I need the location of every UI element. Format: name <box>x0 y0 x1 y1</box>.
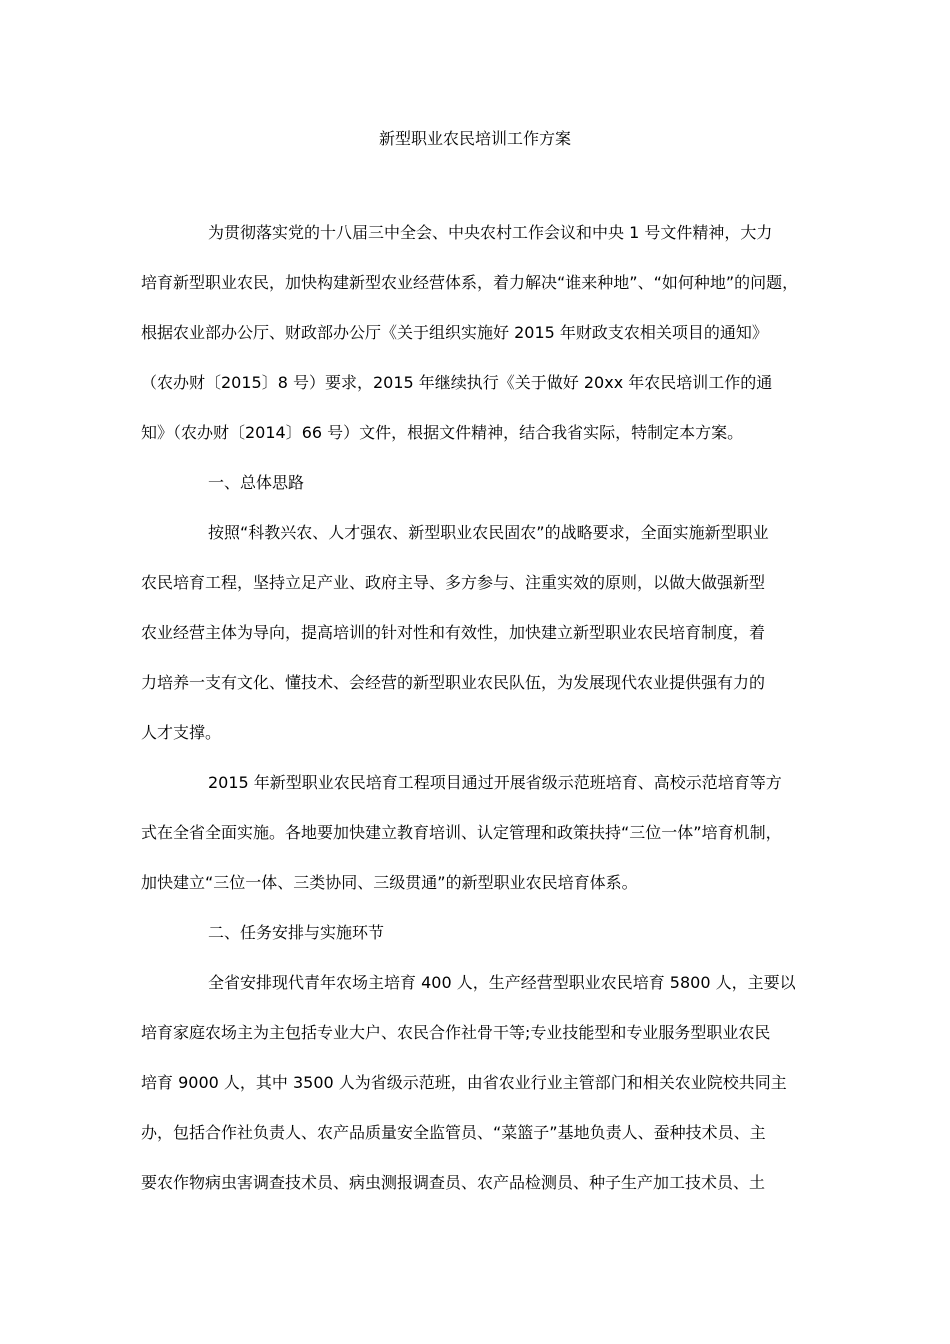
paragraph-2-line-2: 农民培育工程，坚持立足产业、政府主导、多方参与、注重实效的原则，以做大做强新型 <box>141 573 766 592</box>
paragraph-4-line-3: 培育 9000 人，其中 3500 人为省级示范班，由省农业行业主管部门和相关农业院校共同主 <box>141 1073 787 1092</box>
document-title: 新型职业农民培训工作方案 <box>378 129 571 148</box>
paragraph-1-line-5: 知》（农办财〔2014〕66 号）文件，根据文件精神，结合我省实际，特制定本方案。 <box>141 423 744 442</box>
section-heading-2: 二、任务安排与实施环节 <box>208 923 385 942</box>
paragraph-4-line-4: 办，包括合作社负责人、农产品质量安全监管员、“菜篮子”基地负责人、蚕种技术员、主 <box>141 1123 766 1142</box>
paragraph-3-line-3: 加快建立“三位一体、三类协同、三级贯通”的新型职业农民培育体系。 <box>141 873 638 892</box>
paragraph-1-line-1: 为贯彻落实党的十八届三中全会、中央农村工作会议和中央 1 号文件精神，大力 <box>208 223 773 242</box>
paragraph-2-line-5: 人才支撑。 <box>141 723 222 742</box>
paragraph-2-line-3: 农业经营主体为导向，提高培训的针对性和有效性，加快建立新型职业农民培育制度，着 <box>141 623 766 642</box>
paragraph-4-line-1: 全省安排现代青年农场主培育 400 人，生产经营型职业农民培育 5800 人，主要以 <box>208 973 796 992</box>
paragraph-3-line-1: 2015 年新型职业农民培育工程项目通过开展省级示范班培育、高校示范培育等方 <box>208 773 782 792</box>
paragraph-3-line-2: 式在全省全面实施。各地要加快建立教育培训、认定管理和政策扶持“三位一体”培育机制， <box>141 823 782 842</box>
paragraph-2-line-1: 按照“科教兴农、人才强农、新型职业农民固农”的战略要求，全面实施新型职业 <box>208 523 769 542</box>
paragraph-2-line-4: 力培养一支有文化、懂技术、会经营的新型职业农民队伍，为发展现代农业提供强有力的 <box>141 673 766 692</box>
paragraph-4-line-2: 培育家庭农场主为主包括专业大户、农民合作社骨干等;专业技能型和专业服务型职业农民 <box>141 1023 771 1042</box>
paragraph-1-line-3: 根据农业部办公厅、财政部办公厅《关于组织实施好 2015 年财政支农相关项目的通知》 <box>141 323 768 342</box>
paragraph-1-line-2: 培育新型职业农民，加快构建新型农业经营体系，着力解决“谁来种地”、“如何种地”的问题， <box>141 273 799 292</box>
section-heading-1: 一、总体思路 <box>208 473 305 492</box>
paragraph-4-line-5: 要农作物病虫害调查技术员、病虫测报调查员、农产品检测员、种子生产加工技术员、土 <box>141 1173 766 1192</box>
paragraph-1-line-4: （农办财〔2015〕8 号）要求，2015 年继续执行《关于做好 20xx 年农民培训工作的通 <box>141 373 773 392</box>
